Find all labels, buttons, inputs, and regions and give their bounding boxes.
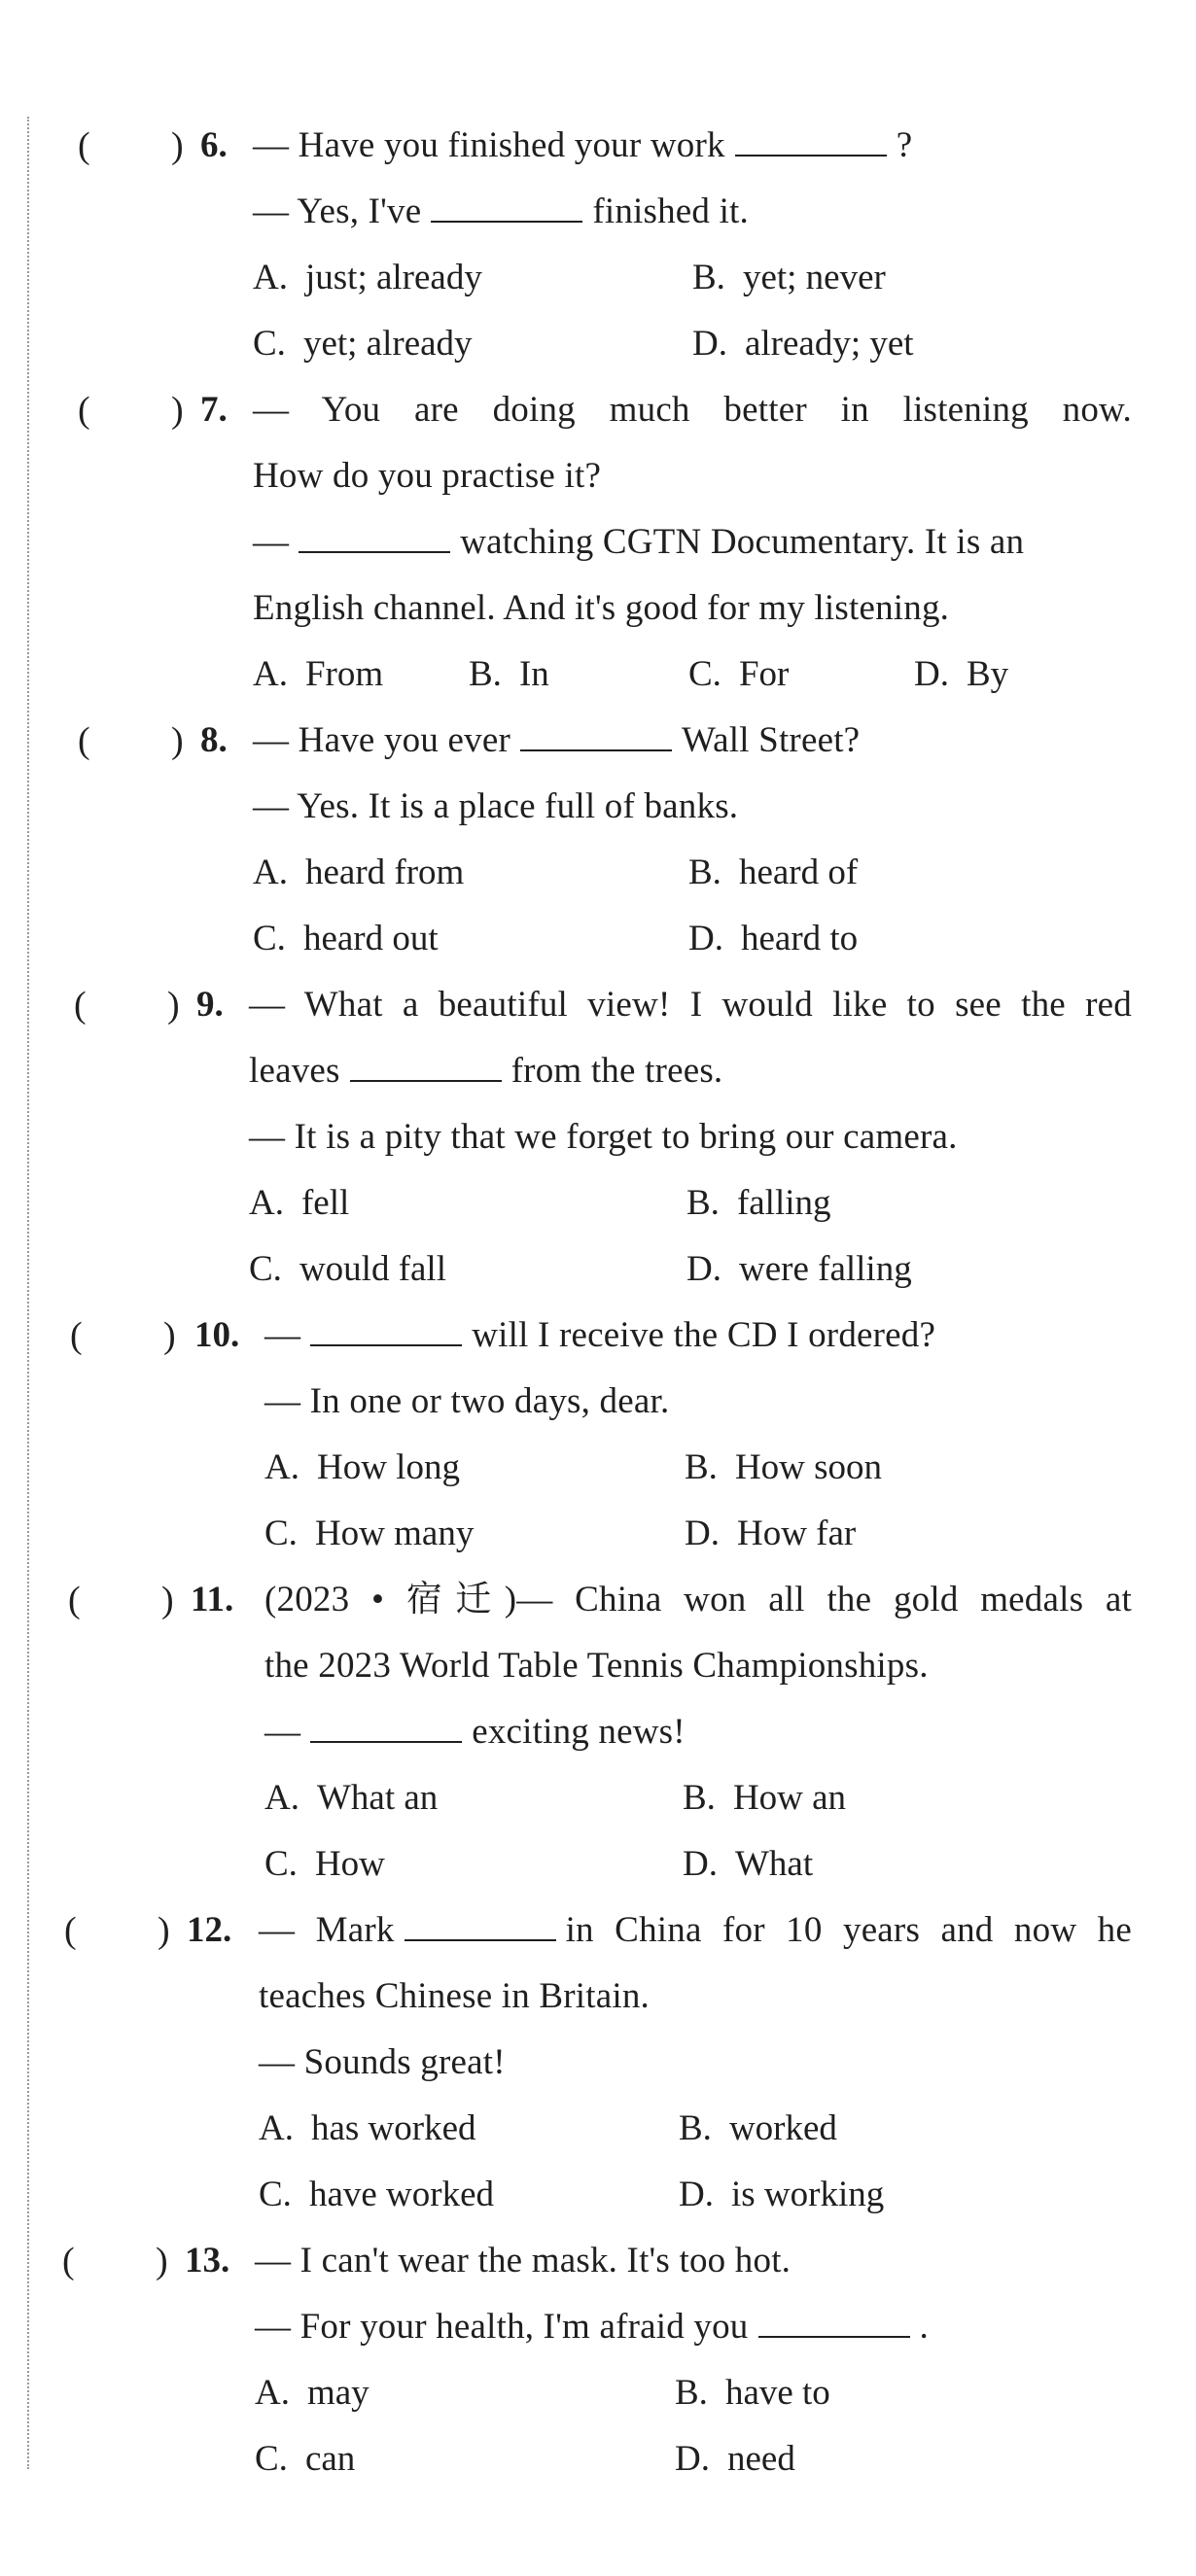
option-b[interactable] xyxy=(692,251,886,305)
answer-blank[interactable] xyxy=(405,1904,556,1941)
question-number: 6. xyxy=(200,125,228,165)
option-letter: B. xyxy=(469,654,502,694)
question-number: 8. xyxy=(200,720,228,760)
option-d[interactable] xyxy=(679,2168,884,2222)
close-paren: ) xyxy=(161,1580,174,1620)
open-paren: ( xyxy=(64,1910,77,1951)
close-paren: ) xyxy=(171,390,184,431)
question-line: — What a beautiful view! I would like to see the red xyxy=(249,985,1132,1025)
option-letter: B. xyxy=(675,2373,708,2413)
answer-blank[interactable] xyxy=(310,1706,462,1743)
option-c[interactable] xyxy=(264,1507,474,1561)
option-a[interactable] xyxy=(259,2102,476,2156)
option-text: already; yet xyxy=(744,324,914,364)
line-text-after: exciting news! xyxy=(472,1712,686,1752)
option-letter: C. xyxy=(688,654,721,694)
option-letter: A. xyxy=(264,1778,299,1818)
option-letter: B. xyxy=(686,1183,720,1223)
close-paren: ) xyxy=(167,985,180,1026)
option-letter: C. xyxy=(249,1249,282,1289)
option-text: How an xyxy=(732,1778,847,1818)
option-text: just; already xyxy=(304,258,482,297)
close-paren: ) xyxy=(156,2241,168,2281)
option-a[interactable] xyxy=(264,1771,438,1826)
option-letter: C. xyxy=(253,919,286,958)
option-b[interactable] xyxy=(469,647,549,702)
option-text: fell xyxy=(300,1183,350,1223)
option-b[interactable] xyxy=(683,1771,846,1826)
option-letter: B. xyxy=(679,2108,712,2148)
question-line: — In one or two days, dear. xyxy=(264,1381,670,1421)
question-number: 11. xyxy=(191,1580,234,1619)
option-a[interactable] xyxy=(264,1441,460,1495)
option-letter: C. xyxy=(259,2175,292,2214)
option-d[interactable] xyxy=(685,1507,856,1561)
option-text: worked xyxy=(728,2108,837,2148)
option-text: How soon xyxy=(734,1447,883,1487)
option-letter: D. xyxy=(683,1844,718,1884)
line-text-after: watching CGTN Documentary. It is an xyxy=(460,522,1025,562)
open-paren: ( xyxy=(68,1580,81,1620)
option-d[interactable] xyxy=(686,1242,912,1297)
question-line: teaches Chinese in Britain. xyxy=(259,1976,651,2016)
option-text: How far xyxy=(736,1514,857,1553)
open-paren: ( xyxy=(78,390,90,431)
page-margin-line xyxy=(27,117,29,2469)
option-letter: A. xyxy=(253,654,288,694)
option-text: would fall xyxy=(299,1249,446,1289)
option-text: What xyxy=(734,1844,814,1884)
question-line: English channel. And it's good for my listening. xyxy=(253,588,950,628)
line-text-before: — Have you finished your work xyxy=(253,125,725,165)
close-paren: ) xyxy=(171,720,184,761)
question-line: — Sounds great! xyxy=(259,2042,506,2082)
question-number: 10. xyxy=(194,1315,240,1355)
option-b[interactable] xyxy=(675,2366,830,2420)
option-letter: B. xyxy=(683,1778,716,1818)
option-letter: A. xyxy=(264,1447,299,1487)
option-text: may xyxy=(306,2373,369,2413)
option-text: heard to xyxy=(740,919,859,958)
option-text: From xyxy=(304,654,384,694)
answer-blank[interactable] xyxy=(758,2301,910,2338)
option-text: need xyxy=(726,2439,795,2479)
option-a[interactable] xyxy=(255,2366,369,2420)
option-letter: D. xyxy=(914,654,949,694)
question-number: 13. xyxy=(185,2241,230,2280)
question-line: — It is a pity that we forget to bring our camera. xyxy=(249,1117,958,1157)
question-line xyxy=(253,119,912,173)
line-text-before: — xyxy=(264,1712,301,1752)
question-line xyxy=(259,1903,1132,1958)
option-text: has worked xyxy=(310,2108,476,2148)
answer-blank[interactable] xyxy=(299,516,450,553)
question-line xyxy=(264,1308,935,1363)
question-line xyxy=(253,185,749,239)
open-paren: ( xyxy=(74,985,87,1026)
option-text: heard from xyxy=(304,853,465,892)
option-letter: D. xyxy=(685,1514,720,1553)
option-text: have worked xyxy=(308,2175,494,2214)
question-line xyxy=(249,1044,722,1098)
option-text: How many xyxy=(314,1514,475,1553)
option-letter: D. xyxy=(688,919,723,958)
option-c[interactable] xyxy=(264,1837,385,1892)
option-text: How long xyxy=(316,1447,460,1487)
question-line: the 2023 World Table Tennis Championships. xyxy=(264,1646,929,1686)
option-letter: B. xyxy=(688,853,721,892)
option-c[interactable] xyxy=(253,317,473,371)
answer-blank[interactable] xyxy=(520,714,672,751)
close-paren: ) xyxy=(163,1315,176,1356)
option-text: heard of xyxy=(738,853,859,892)
option-c[interactable] xyxy=(688,647,789,702)
line-text-after: . xyxy=(919,2307,929,2347)
question-line: (2023 • 宿迁)— China won all the gold medals at xyxy=(264,1580,1132,1619)
option-d[interactable] xyxy=(688,912,858,966)
option-text: What an xyxy=(316,1778,439,1818)
option-b[interactable] xyxy=(679,2102,837,2156)
answer-blank[interactable] xyxy=(431,186,582,223)
option-letter: C. xyxy=(253,324,286,364)
close-paren: ) xyxy=(171,125,184,166)
answer-blank[interactable] xyxy=(735,120,887,157)
question-line: — You are doing much better in listening now. xyxy=(253,390,1132,430)
line-text-after: ? xyxy=(896,125,913,165)
option-letter: C. xyxy=(264,1514,298,1553)
question-line xyxy=(253,515,1024,570)
open-paren: ( xyxy=(70,1315,83,1356)
open-paren: ( xyxy=(78,125,90,166)
answer-blank[interactable] xyxy=(350,1045,502,1082)
option-letter: D. xyxy=(686,1249,721,1289)
question-line: How do you practise it? xyxy=(253,456,602,496)
question-line xyxy=(255,2300,929,2354)
option-letter: C. xyxy=(255,2439,288,2479)
line-text-before: — xyxy=(253,522,290,562)
answer-blank[interactable] xyxy=(310,1309,462,1346)
option-letter: C. xyxy=(264,1844,298,1884)
open-paren: ( xyxy=(62,2241,75,2281)
option-letter: A. xyxy=(255,2373,290,2413)
line-text-after: in China for 10 years and now he xyxy=(565,1910,1132,1950)
open-paren: ( xyxy=(78,720,90,761)
option-a[interactable] xyxy=(249,1176,349,1231)
option-letter: A. xyxy=(253,258,288,297)
option-letter: A. xyxy=(259,2108,294,2148)
question-line xyxy=(264,1705,686,1759)
option-d[interactable] xyxy=(914,647,1008,702)
option-text: falling xyxy=(736,1183,831,1223)
option-b[interactable] xyxy=(688,846,858,900)
line-text-before: — Have you ever xyxy=(253,720,510,760)
option-text: yet; already xyxy=(302,324,473,364)
option-a[interactable] xyxy=(253,846,464,900)
close-paren: ) xyxy=(158,1910,170,1951)
option-text: By xyxy=(966,654,1009,694)
question-line: — Yes. It is a place full of banks. xyxy=(253,786,739,826)
option-text: yet; never xyxy=(742,258,886,297)
option-a[interactable] xyxy=(253,251,482,305)
line-text-after: will I receive the CD I ordered? xyxy=(472,1315,936,1355)
question-number: 12. xyxy=(187,1910,232,1950)
line-text-before: leaves xyxy=(249,1051,340,1091)
question-line xyxy=(253,714,860,768)
option-c[interactable] xyxy=(259,2168,494,2222)
option-text: is working xyxy=(730,2175,885,2214)
option-letter: D. xyxy=(675,2439,710,2479)
option-text: In xyxy=(518,654,549,694)
option-text: were falling xyxy=(738,1249,912,1289)
option-letter: D. xyxy=(692,324,727,364)
option-d[interactable] xyxy=(683,1837,813,1892)
option-letter: B. xyxy=(692,258,725,297)
line-text-after: finished it. xyxy=(592,191,749,231)
question-number: 7. xyxy=(200,390,228,430)
line-text-before: — Mark xyxy=(259,1910,395,1950)
option-a[interactable] xyxy=(253,647,383,702)
option-b[interactable] xyxy=(685,1441,882,1495)
option-d[interactable] xyxy=(692,317,914,371)
question-number: 9. xyxy=(196,985,224,1025)
option-text: For xyxy=(738,654,790,694)
line-text-after: Wall Street? xyxy=(681,720,861,760)
line-text-before: — xyxy=(264,1315,301,1355)
option-text: heard out xyxy=(302,919,439,958)
option-letter: B. xyxy=(685,1447,718,1487)
option-c[interactable] xyxy=(253,912,439,966)
option-text: have to xyxy=(724,2373,830,2413)
option-letter: D. xyxy=(679,2175,714,2214)
option-d[interactable] xyxy=(675,2432,795,2487)
option-letter: A. xyxy=(249,1183,284,1223)
option-letter: A. xyxy=(253,853,288,892)
question-line: — I can't wear the mask. It's too hot. xyxy=(255,2241,791,2280)
line-text-before: — Yes, I've xyxy=(253,191,422,231)
line-text-before: — For your health, I'm afraid you xyxy=(255,2307,749,2347)
option-text: can xyxy=(304,2439,356,2479)
option-b[interactable] xyxy=(686,1176,831,1231)
option-c[interactable] xyxy=(255,2432,355,2487)
option-text: How xyxy=(314,1844,385,1884)
line-text-after: from the trees. xyxy=(510,1051,723,1091)
option-c[interactable] xyxy=(249,1242,446,1297)
